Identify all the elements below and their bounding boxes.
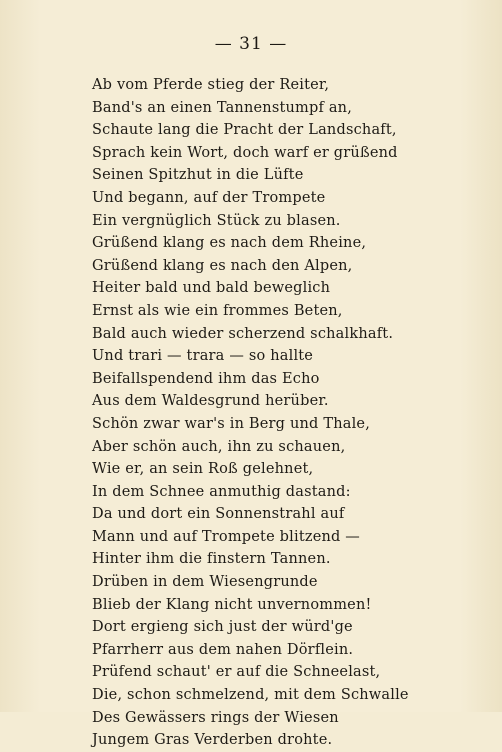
poem-line: Drüben in dem Wiesengrunde bbox=[92, 574, 318, 591]
poem-line: Und trari — trara — so hallte bbox=[92, 348, 314, 365]
poem-line: Sprach kein Wort, doch warf er grüßend bbox=[92, 144, 398, 161]
poem-line: Aus dem Waldesgrund herüber. bbox=[92, 393, 329, 410]
poem-line: Beifallspendend ihm das Echo bbox=[92, 370, 320, 387]
poem-line: Des Gewässers rings der Wiesen bbox=[92, 709, 339, 726]
page-number: — 31 — bbox=[214, 34, 288, 54]
poem-line: Die, schon schmelzend, mit dem Schwalle bbox=[92, 687, 409, 704]
poem-line: Da und dort ein Sonnenstrahl auf bbox=[92, 506, 345, 523]
poem-line: Pfarrherr aus dem nahen Dörflein. bbox=[92, 641, 354, 658]
poem-line: Mann und auf Trompete blitzend — bbox=[92, 528, 361, 545]
poem-line: Seinen Spitzhut in die Lüfte bbox=[92, 167, 304, 184]
poem-line: Und begann, auf der Trompete bbox=[92, 189, 326, 206]
poem-line: Hinter ihm die finstern Tannen. bbox=[92, 551, 331, 568]
poem-line: Prüfend schaut' er auf die Schneelast, bbox=[92, 664, 381, 681]
poem-line: Dort ergieng sich just der würd'ge bbox=[92, 619, 353, 636]
poem-line: Grüßend klang es nach dem Rheine, bbox=[92, 235, 367, 252]
poem-line: Schön zwar war's in Berg und Thale, bbox=[92, 415, 371, 432]
poem-line: Wie er, an sein Roß gelehnet, bbox=[92, 461, 314, 478]
poem-line: Bald auch wieder scherzend schalkhaft. bbox=[92, 325, 394, 342]
poem-line: Ein vergnüglich Stück zu blasen. bbox=[92, 212, 341, 229]
poem-line: Ernst als wie ein frommes Beten, bbox=[92, 302, 343, 319]
poem-line: Jungem Gras Verderben drohte. bbox=[92, 732, 333, 749]
poem-line: Band's an einen Tannenstumpf an, bbox=[92, 99, 353, 116]
poem-line: In dem Schnee anmuthig dastand: bbox=[92, 483, 351, 500]
poem-line: Grüßend klang es nach den Alpen, bbox=[92, 257, 353, 274]
poem-line: Schaute lang die Pracht der Landschaft, bbox=[92, 122, 397, 139]
poem-line: Ab vom Pferde stieg der Reiter, bbox=[92, 77, 330, 93]
poem-line: Aber schön auch, ihn zu schauen, bbox=[92, 438, 346, 455]
poem-line: Blieb der Klang nicht unvernommen! bbox=[92, 596, 372, 613]
poem-text bbox=[92, 74, 472, 752]
poem-line: Heiter bald und bald beweglich bbox=[92, 280, 331, 297]
